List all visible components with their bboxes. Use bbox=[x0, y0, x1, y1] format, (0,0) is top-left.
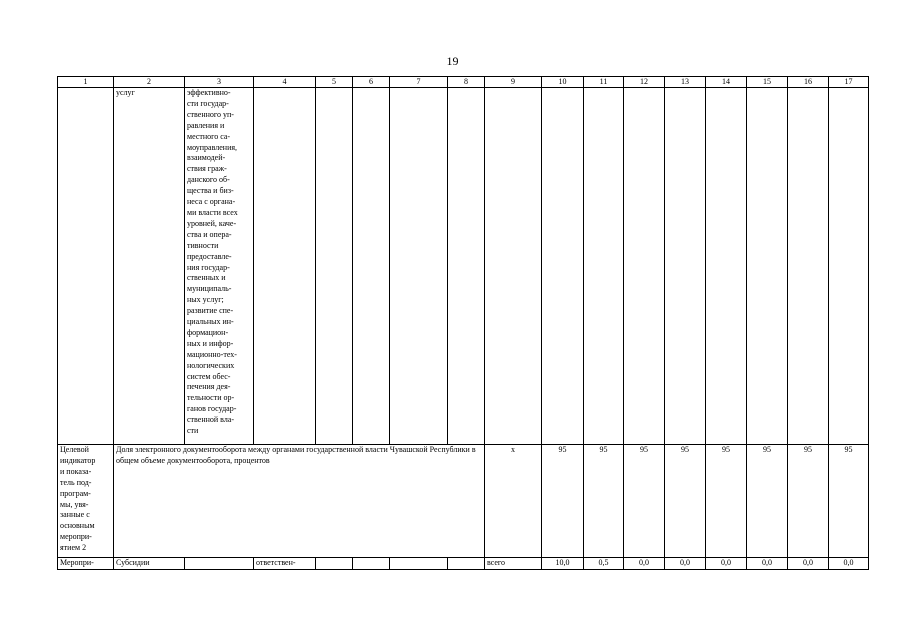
empty-cell bbox=[390, 88, 448, 445]
value-cell: 95 bbox=[665, 445, 706, 558]
header-cell: 3 bbox=[185, 77, 254, 88]
header-cell: 1 bbox=[58, 77, 114, 88]
text-line: взаимодей- bbox=[187, 153, 226, 163]
header-cell: 13 bbox=[665, 77, 706, 88]
text-line: ганов государ- bbox=[187, 404, 237, 414]
text-line: неса с органа- bbox=[187, 197, 236, 207]
empty-cell bbox=[485, 88, 542, 445]
empty-cell bbox=[58, 88, 114, 445]
text-line: ятием 2 bbox=[60, 543, 87, 553]
empty-cell bbox=[254, 88, 316, 445]
table-row bbox=[58, 558, 869, 570]
empty-cell bbox=[747, 88, 788, 445]
text-line: формацион- bbox=[187, 327, 229, 337]
text-line: ственных и bbox=[187, 273, 226, 283]
text-line: мы, увя- bbox=[60, 499, 89, 509]
value-cell: 0,0 bbox=[829, 558, 869, 570]
goal-text-cell bbox=[185, 88, 254, 445]
text-line: муниципаль- bbox=[187, 284, 232, 294]
header-cell: 8 bbox=[448, 77, 485, 88]
text-line: ми власти всех bbox=[187, 207, 238, 217]
table-row bbox=[58, 445, 869, 558]
value-cell: 95 bbox=[624, 445, 665, 558]
text-line: тельности ор- bbox=[187, 393, 235, 403]
text-line: ных услуг; bbox=[187, 295, 224, 305]
indicator-label bbox=[60, 445, 111, 554]
header-cell: 7 bbox=[390, 77, 448, 88]
text-line: эффективно- bbox=[187, 88, 231, 97]
subsidy-label: Субсидии bbox=[114, 558, 185, 570]
activity-label: Меропри- bbox=[58, 558, 114, 570]
page-number: 19 bbox=[446, 54, 459, 68]
value-cell: 0,5 bbox=[584, 558, 624, 570]
text-line: ствия граж- bbox=[187, 164, 227, 174]
text-line: предоставле- bbox=[187, 251, 232, 261]
header-cell: 12 bbox=[624, 77, 665, 88]
value-cell: 0,0 bbox=[665, 558, 706, 570]
indicator-label-cell bbox=[58, 445, 114, 558]
empty-cell bbox=[542, 88, 584, 445]
value-cell: 95 bbox=[706, 445, 747, 558]
value-cell: 0,0 bbox=[747, 558, 788, 570]
header-cell: 2 bbox=[114, 77, 185, 88]
empty-cell bbox=[448, 88, 485, 445]
text-line: систем обес- bbox=[187, 371, 231, 381]
text-line: мационно-тех- bbox=[187, 349, 237, 359]
indicator-x: x bbox=[485, 445, 542, 558]
text-line: занные с bbox=[60, 510, 90, 520]
header-cell: 5 bbox=[316, 77, 353, 88]
empty-cell bbox=[706, 88, 747, 445]
header-row bbox=[58, 77, 869, 88]
text-line: местного са- bbox=[187, 131, 231, 141]
text-line: циальных ин- bbox=[187, 317, 234, 327]
text-line: сти государ- bbox=[187, 98, 229, 108]
text-line: печения дея- bbox=[187, 382, 231, 392]
total-label: всего bbox=[485, 558, 542, 570]
empty-cell bbox=[316, 558, 353, 570]
text-line: нологических bbox=[187, 360, 235, 370]
header-cell: 11 bbox=[584, 77, 624, 88]
value-cell: 0,0 bbox=[624, 558, 665, 570]
empty-cell bbox=[448, 558, 485, 570]
empty-cell bbox=[829, 88, 869, 445]
text-line: ства и опера- bbox=[187, 229, 232, 239]
empty-cell bbox=[788, 88, 829, 445]
text-line: сти bbox=[187, 426, 199, 436]
responsible-label: ответствен- bbox=[254, 558, 316, 570]
header-cell: 16 bbox=[788, 77, 829, 88]
header-cell: 9 bbox=[485, 77, 542, 88]
empty-cell bbox=[390, 558, 448, 570]
text-line: данского об- bbox=[187, 175, 230, 185]
value-cell: 95 bbox=[747, 445, 788, 558]
value-cell: 0,0 bbox=[788, 558, 829, 570]
empty-cell bbox=[185, 558, 254, 570]
text-line: ственной вла- bbox=[187, 415, 235, 425]
text-line: моуправления, bbox=[187, 142, 238, 152]
value-cell: 95 bbox=[584, 445, 624, 558]
text-line: тивности bbox=[187, 240, 219, 250]
goal-text bbox=[187, 88, 251, 437]
empty-cell bbox=[624, 88, 665, 445]
value-cell: 0,0 bbox=[706, 558, 747, 570]
text-line: равления и bbox=[187, 120, 225, 130]
text-line: Целевой bbox=[60, 445, 89, 454]
value-cell: 10,0 bbox=[542, 558, 584, 570]
value-cell: 95 bbox=[829, 445, 869, 558]
empty-cell bbox=[353, 88, 390, 445]
empty-cell bbox=[584, 88, 624, 445]
header-cell: 10 bbox=[542, 77, 584, 88]
indicator-description: Доля электронного документооборота между органами государственной власти Чувашской Республики в общем объеме документооборота, процентов bbox=[114, 445, 485, 558]
empty-cell bbox=[353, 558, 390, 570]
header-cell: 4 bbox=[254, 77, 316, 88]
header-cell: 6 bbox=[353, 77, 390, 88]
text-line: основным bbox=[60, 521, 95, 531]
value-cell: 95 bbox=[788, 445, 829, 558]
text-line: и показа- bbox=[60, 466, 92, 476]
value-cell: 95 bbox=[542, 445, 584, 558]
text-line: програм- bbox=[60, 488, 91, 498]
header-cell: 14 bbox=[706, 77, 747, 88]
text-line: ния государ- bbox=[187, 262, 230, 272]
text-line: индикатор bbox=[60, 455, 96, 465]
text-line: ственного уп- bbox=[187, 109, 234, 119]
text-line: меропри- bbox=[60, 532, 92, 542]
text-line: ных и инфор- bbox=[187, 338, 234, 348]
text-line: развитие спе- bbox=[187, 306, 234, 316]
program-table bbox=[57, 76, 869, 570]
text-line: тель под- bbox=[60, 477, 92, 487]
text-line: уровней, каче- bbox=[187, 218, 237, 228]
text-line: щества и биз- bbox=[187, 186, 234, 196]
table-row bbox=[58, 88, 869, 445]
service-cell: услуг bbox=[114, 88, 185, 445]
header-cell: 17 bbox=[829, 77, 869, 88]
empty-cell bbox=[316, 88, 353, 445]
empty-cell bbox=[665, 88, 706, 445]
header-cell: 15 bbox=[747, 77, 788, 88]
